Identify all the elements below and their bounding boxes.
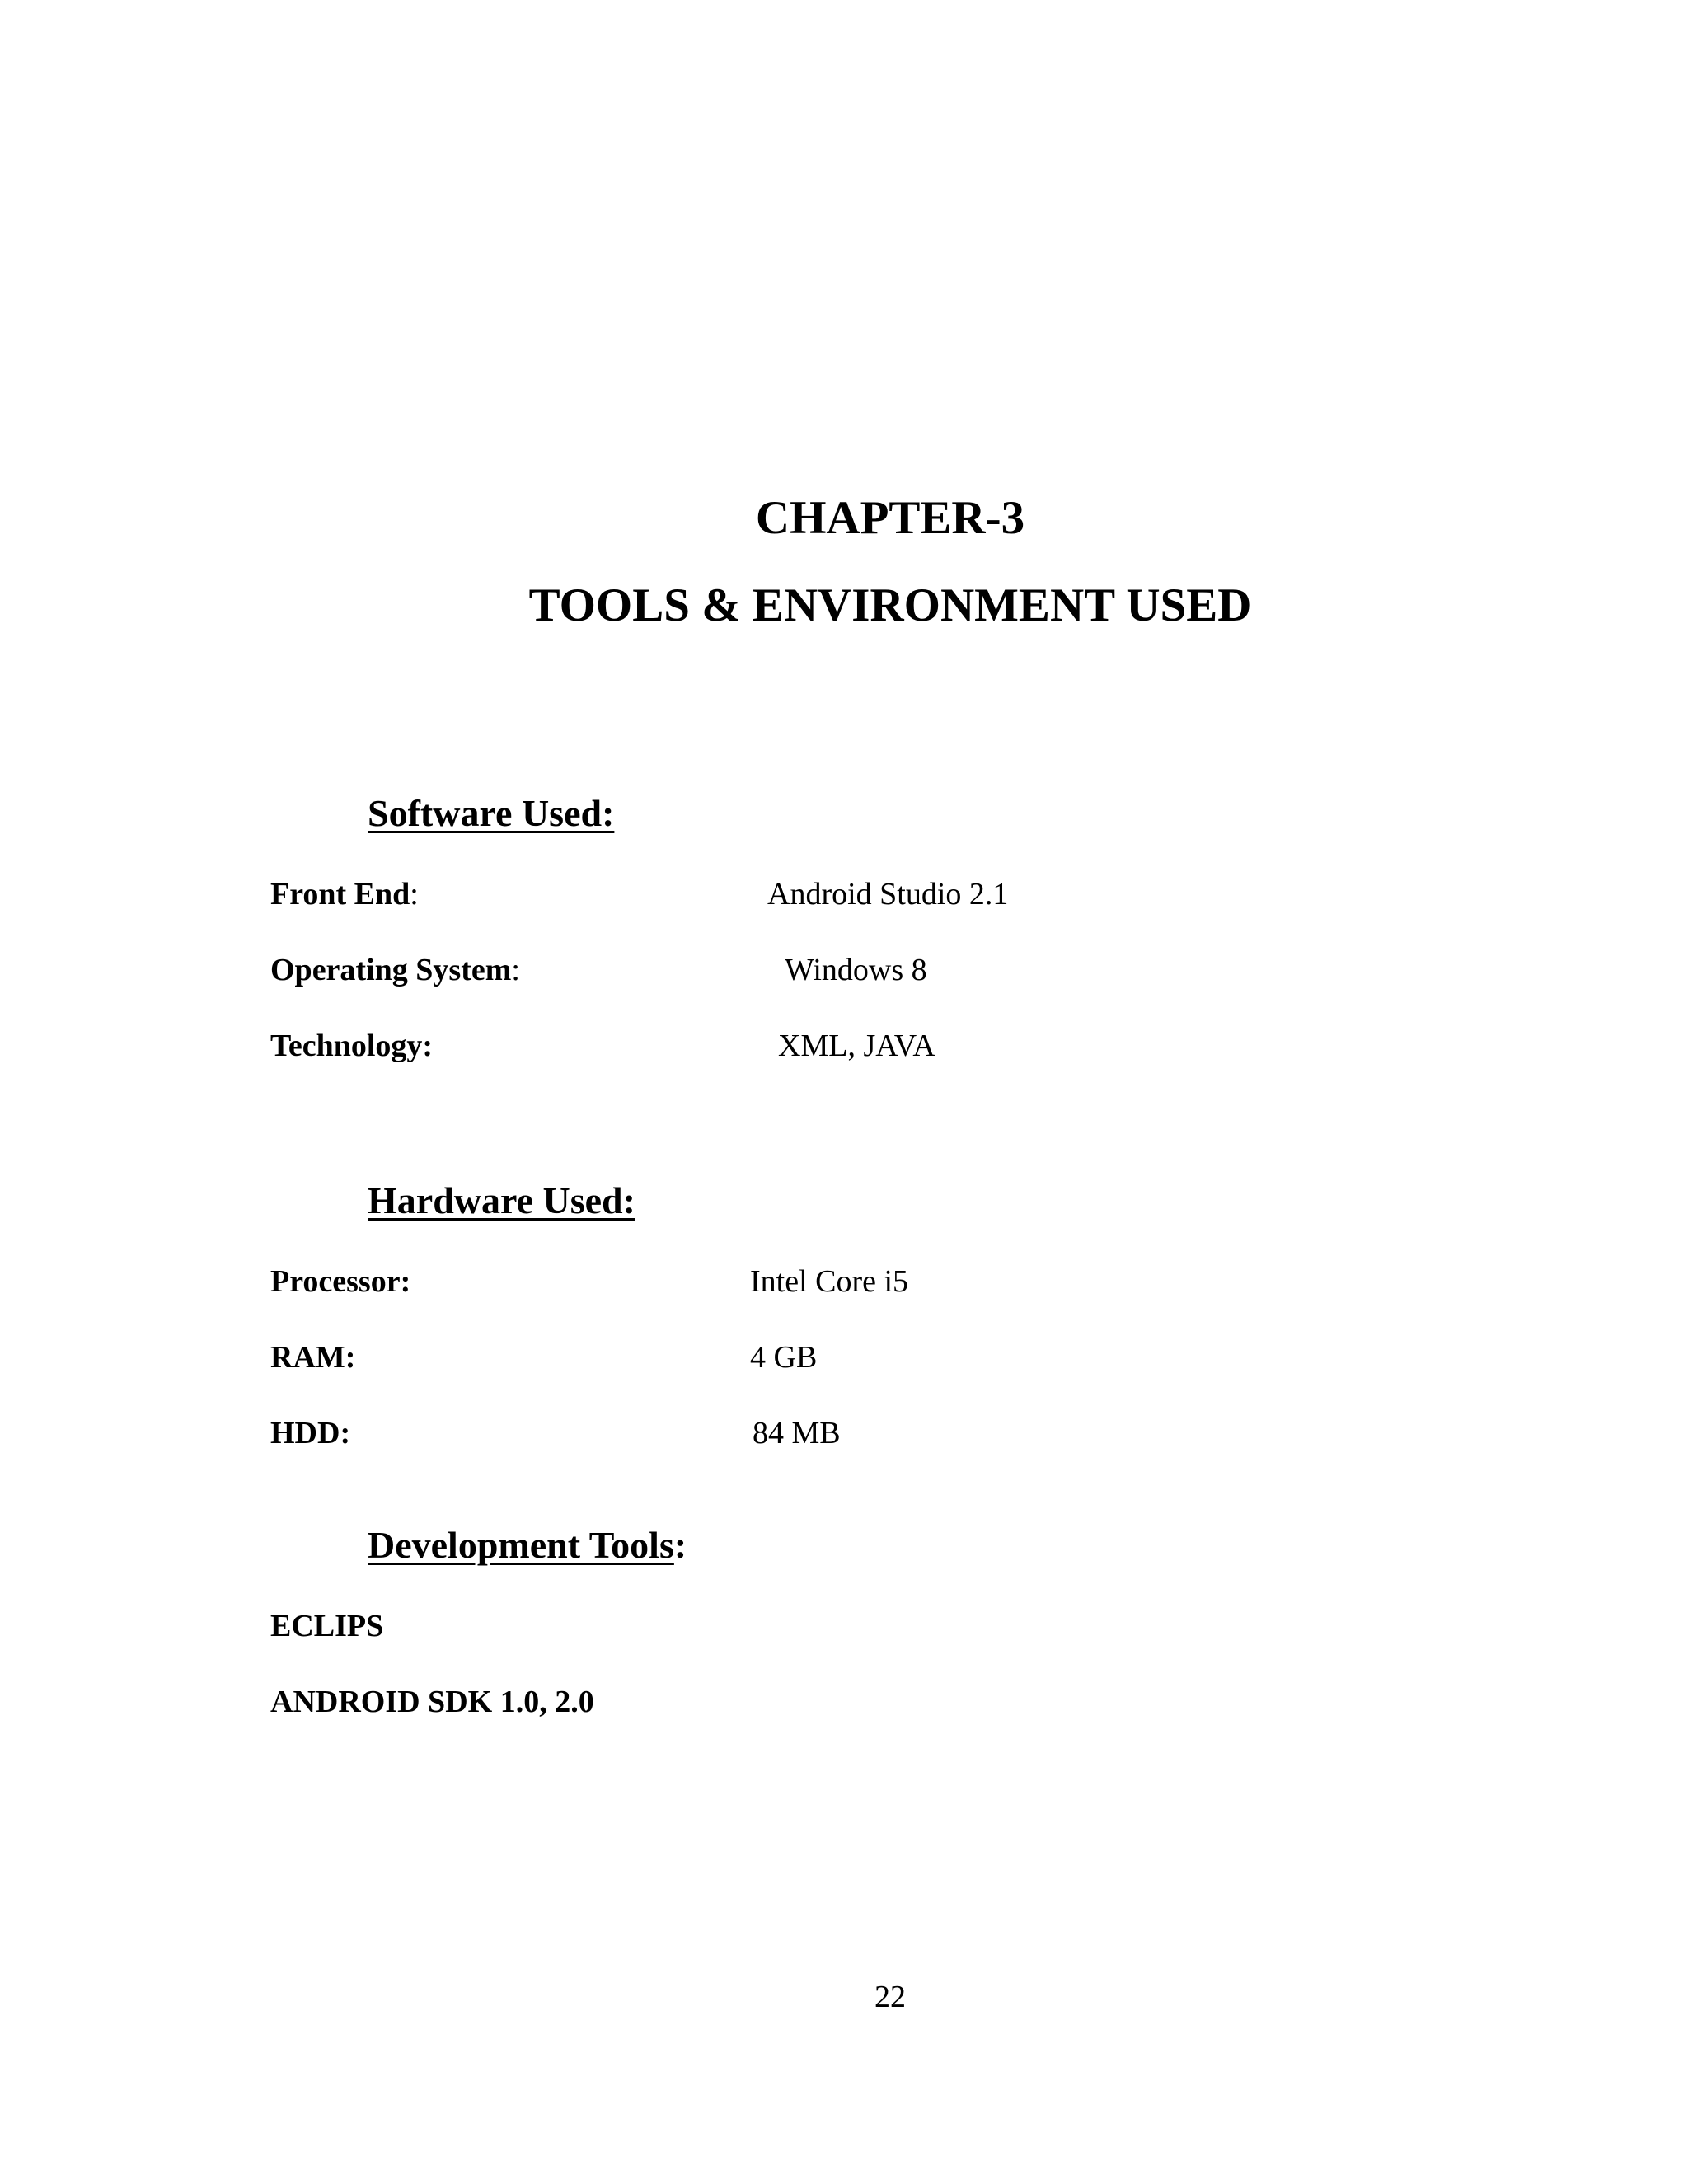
- hdd-value: 84 MB: [753, 1416, 841, 1451]
- hardware-heading-text: Hardware Used:: [368, 1179, 635, 1221]
- hardware-heading: [368, 1179, 635, 1221]
- ram-label: RAM:: [270, 1340, 356, 1375]
- technology-label: [270, 1030, 433, 1062]
- chapter-number: CHAPTER-3: [755, 492, 1025, 544]
- hdd-label: HDD:: [270, 1416, 351, 1451]
- development-heading-text: Development Tools: [368, 1524, 674, 1566]
- tool-item-eclips: ECLIPS: [270, 1609, 384, 1643]
- software-heading-text: Software Used:: [368, 792, 615, 834]
- front-end-label-text: Front End: [270, 877, 410, 912]
- operating-system-value: Windows 8: [785, 953, 927, 987]
- development-heading-colon: :: [673, 1524, 687, 1566]
- ram-value: 4 GB: [750, 1340, 818, 1375]
- front-end-label: [270, 879, 419, 910]
- processor-label: Processor:: [270, 1264, 411, 1299]
- page-number: 22: [874, 1980, 906, 2014]
- front-end-value: Android Studio 2.1: [767, 877, 1009, 912]
- processor-value: Intel Core i5: [750, 1264, 909, 1299]
- software-heading: [368, 794, 614, 832]
- operating-system-label-text: Operating System: [270, 953, 512, 987]
- technology-label-text: Technology:: [270, 1029, 434, 1063]
- chapter-title: TOOLS & ENVIRONMENT USED: [528, 579, 1252, 631]
- front-end-label-colon: :: [410, 877, 419, 912]
- technology-value: XML, JAVA: [778, 1029, 935, 1063]
- operating-system-label-colon: :: [511, 953, 520, 987]
- tool-item-android-sdk: ANDROID SDK 1.0, 2.0: [270, 1685, 594, 1719]
- development-heading: [368, 1526, 687, 1564]
- operating-system-label: [270, 954, 520, 986]
